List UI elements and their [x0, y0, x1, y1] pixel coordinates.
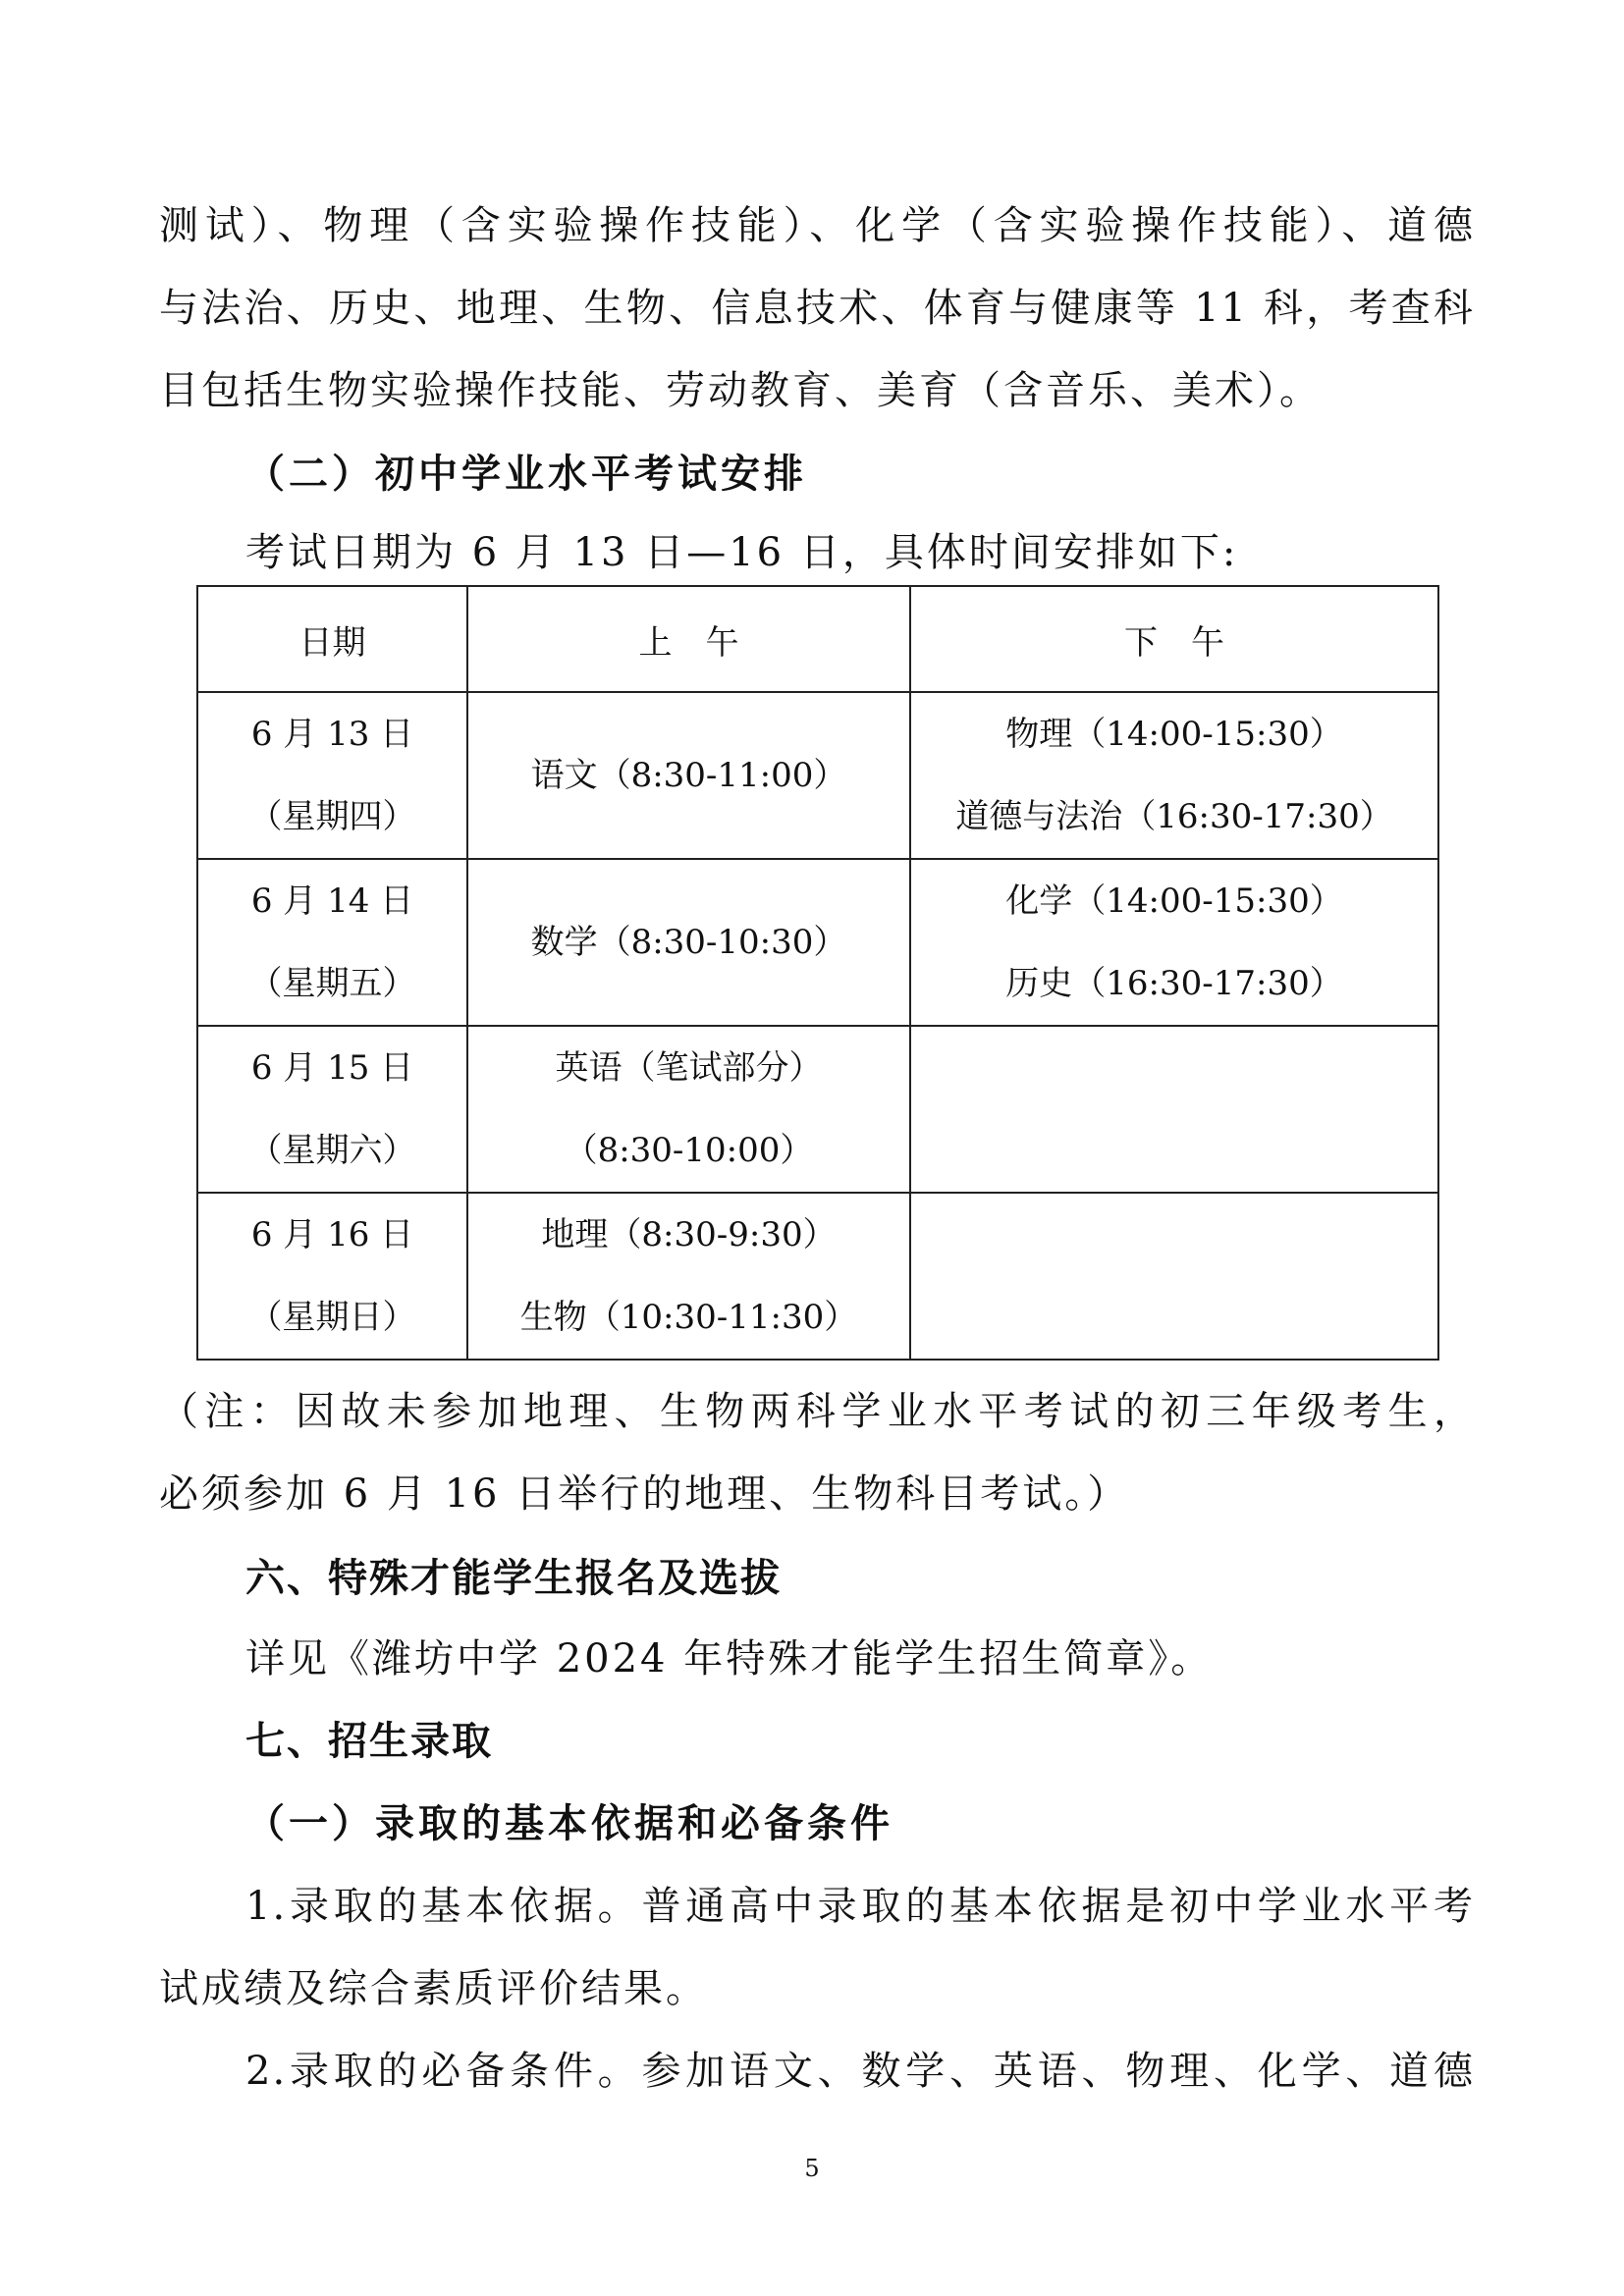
date-text: 6 月 16 日 — [250, 1215, 414, 1255]
exam-entry: 英语（笔试部分） — [555, 1048, 823, 1088]
exam-entry: 数学（8:30-10:30） — [530, 923, 847, 962]
weekday-text: （星期四） — [248, 797, 416, 836]
morning-cell — [467, 692, 910, 859]
exam-dates-intro: 考试日期为 6 月 13 日—16 日，具体时间安排如下: — [245, 530, 1239, 575]
exam-entry: 道德与法治（16:30-17:30） — [955, 797, 1393, 836]
afternoon-cell — [910, 692, 1438, 859]
paragraph-line: 试成绩及综合素质评价结果。 — [159, 1966, 708, 2011]
date-text: 6 月 14 日 — [250, 881, 414, 921]
table-row — [197, 1026, 1438, 1193]
date-text: 6 月 15 日 — [250, 1048, 414, 1088]
exam-entry: 历史（16:30-17:30） — [1005, 964, 1343, 1003]
date-text: 6 月 13 日 — [250, 715, 414, 754]
morning-cell — [467, 1026, 910, 1193]
exam-entry: 地理（8:30-9:30） — [541, 1215, 837, 1255]
paragraph-line: 2.录取的必备条件。参加语文、数学、英语、物理、化学、道德 — [245, 2049, 1475, 2094]
table-row — [197, 692, 1438, 859]
note-line: （注：因故未参加地理、生物两科学业水平考试的初三年级考生， — [159, 1389, 1475, 1434]
date-cell — [197, 1026, 467, 1193]
exam-schedule-table — [196, 585, 1439, 1361]
table-row — [197, 1193, 1438, 1360]
paragraph-line: 1.录取的基本依据。普通高中录取的基本依据是初中学业水平考 — [245, 1884, 1475, 1929]
weekday-text: （星期六） — [248, 1131, 416, 1170]
exam-entry: 物理（14:00-15:30） — [1005, 715, 1343, 754]
section-subheading: （二）初中学业水平考试安排 — [245, 451, 807, 497]
column-header-afternoon: 下 午 — [910, 586, 1438, 692]
table-header-row — [197, 586, 1438, 692]
note-line: 必须参加 6 月 16 日举行的地理、生物科目考试。） — [159, 1471, 1130, 1517]
page-number: 5 — [804, 2155, 820, 2182]
section-heading: 六、特殊才能学生报名及选拔 — [245, 1556, 782, 1601]
exam-entry: 语文（8:30-11:00） — [530, 756, 847, 795]
date-cell — [197, 859, 467, 1026]
table-row — [197, 859, 1438, 1026]
column-header-morning: 上 午 — [467, 586, 910, 692]
exam-entry: （8:30-10:00） — [564, 1131, 814, 1170]
section-heading: 七、招生录取 — [245, 1719, 493, 1764]
section-subheading: （一）录取的基本依据和必备条件 — [245, 1800, 893, 1846]
paragraph-line: 目包括生物实验操作技能、劳动教育、美育（含音乐、美术）。 — [159, 368, 1322, 413]
morning-cell — [467, 859, 910, 1026]
section-body: 详见《潍坊中学 2024 年特殊才能学生招生简章》。 — [245, 1636, 1214, 1682]
morning-cell — [467, 1193, 910, 1360]
afternoon-cell-empty — [910, 1026, 1438, 1193]
exam-entry: 化学（14:00-15:30） — [1005, 881, 1343, 921]
paragraph-line: 测试）、物理（含实验操作技能）、化学（含实验操作技能）、道德 — [159, 203, 1475, 248]
weekday-text: （星期日） — [248, 1298, 416, 1337]
paragraph-line: 与法治、历史、地理、生物、信息技术、体育与健康等 11 科，考查科 — [159, 286, 1475, 331]
date-cell — [197, 692, 467, 859]
afternoon-cell — [910, 859, 1438, 1026]
exam-entry: 生物（10:30-11:30） — [519, 1298, 858, 1337]
weekday-text: （星期五） — [248, 964, 416, 1003]
column-header-date: 日期 — [197, 586, 467, 692]
date-cell — [197, 1193, 467, 1360]
afternoon-cell-empty — [910, 1193, 1438, 1360]
